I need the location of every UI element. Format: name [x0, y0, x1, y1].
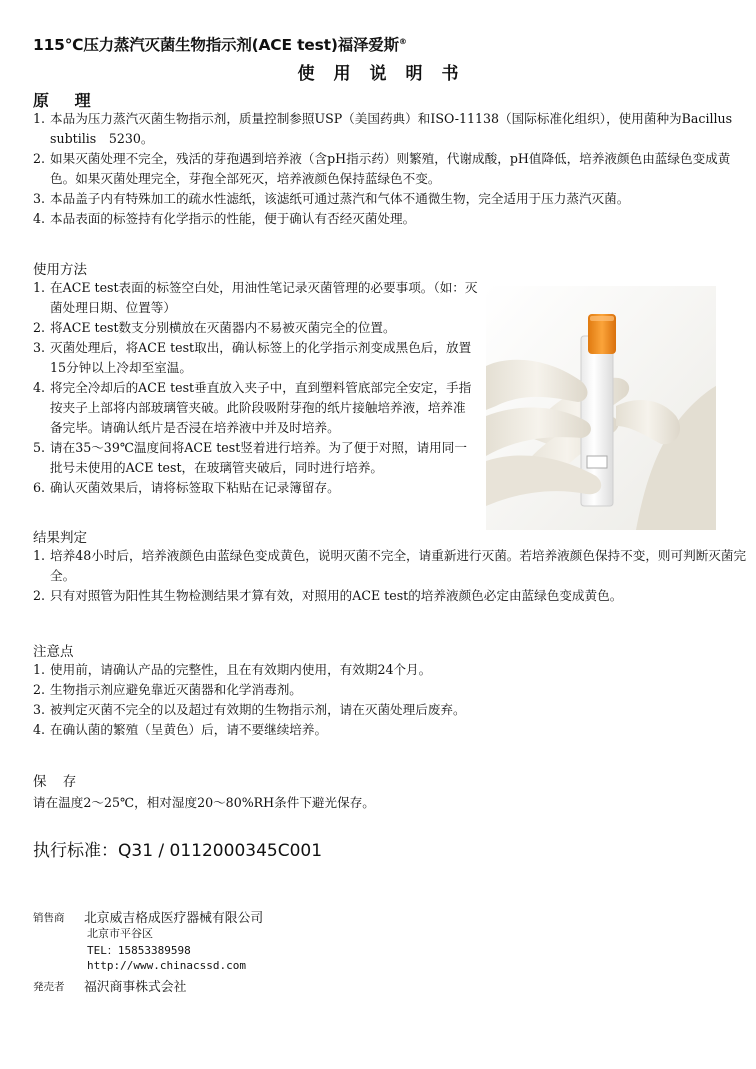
result-heading: 结果判定 [33, 530, 87, 546]
list-item: 3. 灭菌处理后，将ACE test取出，确认标签上的化学指示剂变成黑色后，放置15分钟以上冷却至室温。 [33, 340, 472, 375]
list-item: 1. 在ACE test表面的标签空白处，用油性笔记录灭菌管理的必要事项。（如：灭菌处理日期、位置等） [33, 280, 478, 315]
notes-heading: 注意点 [33, 644, 74, 660]
list-item: 1. 培养48小时后，培养液颜色由蓝绿色变成黄色，说明灭菌不完全，请重新进行灭菌。若培养液颜色保持不变，则可判断灭菌完全。 [33, 548, 747, 583]
document-title [33, 33, 407, 55]
distributor-address: 北京市平谷区 [87, 927, 153, 940]
principle-heading: 原 理 [33, 91, 101, 110]
list-item: 4. 在确认菌的繁殖（呈黄色）后，请不要继续培养。 [33, 722, 328, 737]
storage-heading: 保 存 [33, 774, 83, 790]
title-text: 115℃压力蒸汽灭菌生物指示剂(ACE test)福泽爱斯 [33, 36, 399, 54]
seller-company: 福沢商事株式会社 [84, 980, 187, 995]
principle-list [33, 109, 733, 229]
seller-label: 発売者 [33, 981, 65, 993]
list-item: 6. 确认灭菌效果后，请将标签取下粘贴在记录簿留存。 [33, 480, 340, 495]
storage-text: 请在温度2～25℃，相对湿度20～80%RH条件下避光保存。 [33, 795, 375, 810]
usage-list [33, 278, 478, 498]
distributor-company: 北京威吉格成医疗器械有限公司 [84, 911, 264, 926]
list-item: 3. 被判定灭菌不完全的以及超过有效期的生物指示剂，请在灭菌处理后废弃。 [33, 702, 466, 717]
list-item: 1. 本品为压力蒸汽灭菌生物指示剂，质量控制参照USP（美国药典）和ISO-11138（国际标准化组织），使用菌种为Bacillus subtilis 5230。 [33, 111, 733, 146]
registered-mark: ® [398, 37, 407, 46]
distributor-website: http://www.chinacssd.com [87, 959, 246, 972]
list-item: 4. 本品表面的标签持有化学指示的性能，便于确认有否经灭菌处理。 [33, 211, 416, 226]
list-item: 2. 生物指示剂应避免靠近灭菌器和化学消毒剂。 [33, 682, 302, 697]
list-item: 2. 只有对照管为阳性其生物检测结果才算有效，对照用的ACE test的培养液颜色必定由蓝绿色变成黄色。 [33, 588, 623, 603]
list-item: 4. 将完全冷却后的ACE test垂直放入夹子中，直到塑料管底部完全安定，手指按夹子上部将内部玻璃管夹破。此阶段吸附芽孢的纸片接触培养液，培养准备完毕。请确认纸片是否浸在培养液中并及时培养。 [33, 380, 472, 435]
gloved-hand-illustration [486, 286, 716, 530]
execution-standard: 执行标准：Q31 / 0112000345C001 [33, 841, 323, 861]
list-item: 2. 将ACE test数支分别横放在灭菌器内不易被灭菌完全的位置。 [33, 320, 396, 335]
distributor-tel: TEL：15853389598 [87, 944, 191, 957]
notes-list [33, 660, 733, 740]
result-list [33, 546, 753, 606]
distributor-label: 销售商 [33, 912, 65, 924]
usage-heading: 使用方法 [33, 262, 87, 278]
list-item: 3. 本品盖子内有特殊加工的疏水性滤纸，该滤纸可通过蒸汽和气体不通微生物，完全适用于压力蒸汽灭菌。 [33, 191, 630, 206]
list-item: 5. 请在35～39℃温度间将ACE test竖着进行培养。为了便于对照，请用同一批号未使用的ACE test，在玻璃管夹破后，同时进行培养。 [33, 440, 467, 475]
list-item: 1. 使用前，请确认产品的完整性，且在有效期内使用，有效期24个月。 [33, 662, 432, 677]
product-photo [486, 286, 716, 530]
document-subtitle: 使用说明书 [297, 64, 478, 84]
list-item: 2. 如果灭菌处理不完全，残活的芽孢遇到培养液（含pH指示药）则繁殖，代谢成酸，pH值降低，培养液颜色由蓝绿色变成黄色。如果灭菌处理完全，芽孢全部死灭，培养液颜色保持蓝绿色不变。 [33, 151, 731, 186]
